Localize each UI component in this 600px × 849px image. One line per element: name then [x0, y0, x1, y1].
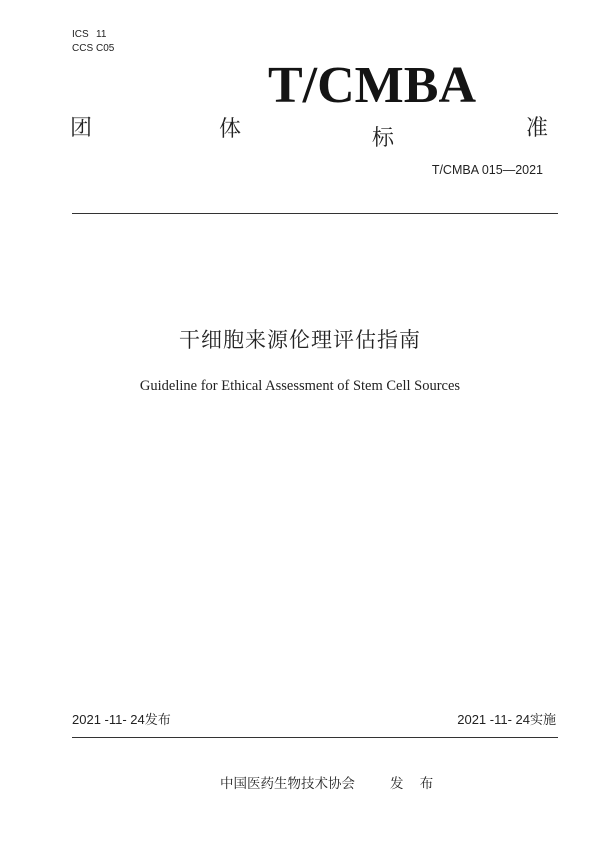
document-title-english: Guideline for Ethical Assessment of Stem Cell Sources: [139, 378, 461, 394]
standard-number: T/CMBA 015—2021: [431, 163, 543, 177]
standard-type-char-3: 标: [372, 126, 395, 151]
publisher-name: 中国医药生物技术协会: [220, 776, 355, 792]
ics-label: ICS: [72, 29, 89, 40]
implementation-date: 2021 -11- 24实施: [457, 712, 556, 727]
standard-type-char-4: 准: [526, 116, 549, 141]
ccs-code: [72, 43, 114, 55]
ics-value: 11: [96, 29, 107, 40]
issue-date: 2021 -11- 24发布: [72, 712, 171, 727]
bottom-divider: [72, 737, 558, 738]
standard-type-char-2: 体: [219, 117, 242, 142]
ics-code: [72, 29, 106, 41]
standard-type-char-1: 团: [70, 116, 93, 141]
ccs-label: CCS: [72, 43, 94, 54]
ccs-value: C05: [96, 43, 115, 54]
publish-label: 发 布: [390, 776, 440, 792]
document-title-chinese: 干细胞来源伦理评估指南: [179, 328, 421, 352]
top-divider: [72, 213, 558, 214]
organization-code: T/CMBA: [268, 57, 476, 114]
